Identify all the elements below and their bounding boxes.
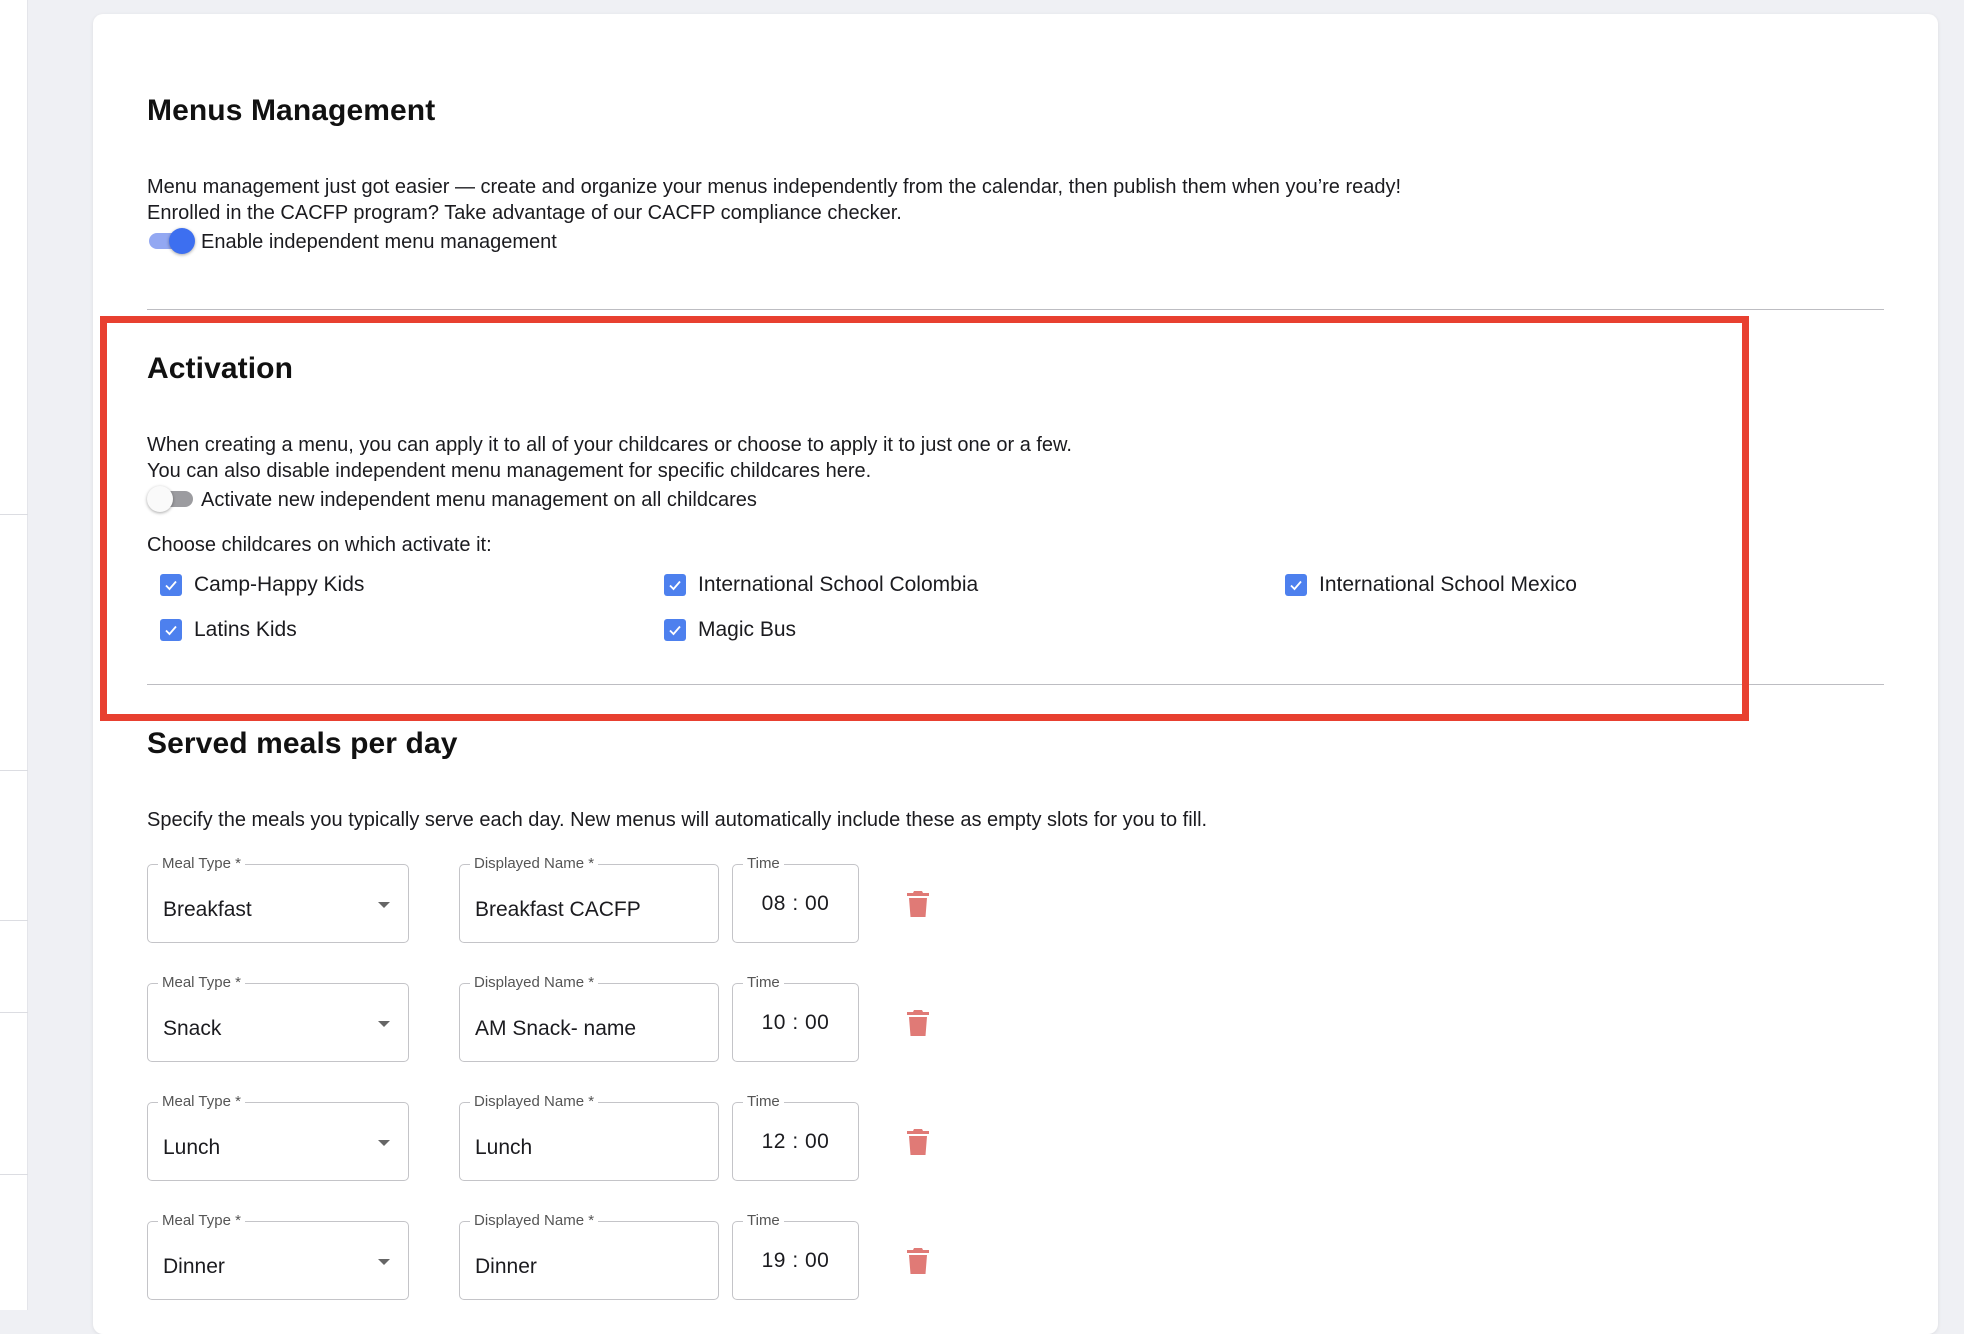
meal-type-select[interactable] bbox=[147, 1093, 409, 1181]
displayed-name-label: Displayed Name * bbox=[470, 974, 598, 991]
time-input[interactable] bbox=[732, 974, 859, 1062]
activate-all-childcares-label: Activate new independent menu management on all childcares bbox=[201, 489, 757, 511]
enable-independent-menu-label: Enable independent menu management bbox=[201, 231, 557, 253]
meal-type-label: Meal Type * bbox=[158, 1212, 245, 1229]
displayed-name-input[interactable] bbox=[459, 1212, 719, 1300]
chevron-down-icon[interactable] bbox=[378, 1259, 390, 1265]
checkmark-icon[interactable] bbox=[664, 574, 686, 596]
time-label: Time bbox=[743, 855, 784, 872]
childcare-checkbox-international-school-mexico[interactable] bbox=[1285, 573, 1577, 597]
displayed-name-value: Dinner bbox=[475, 1255, 537, 1278]
activation-description-2: You can also disable independent menu management for specific childcares here. bbox=[147, 460, 872, 482]
time-input[interactable] bbox=[732, 1212, 859, 1300]
trash-icon[interactable] bbox=[906, 890, 930, 918]
displayed-name-label: Displayed Name * bbox=[470, 855, 598, 872]
meal-type-value: Dinner bbox=[163, 1255, 225, 1278]
childcare-label: International School Mexico bbox=[1319, 573, 1577, 596]
time-value: 08 : 00 bbox=[761, 892, 830, 915]
time-value: 10 : 00 bbox=[761, 1011, 830, 1034]
chevron-down-icon[interactable] bbox=[378, 902, 390, 908]
time-value: 19 : 00 bbox=[761, 1249, 830, 1272]
time-input[interactable] bbox=[732, 1093, 859, 1181]
childcare-checkbox-international-school-colombia[interactable] bbox=[664, 573, 978, 597]
served-meals-title: Served meals per day bbox=[147, 727, 458, 760]
checkmark-icon[interactable] bbox=[160, 619, 182, 641]
childcare-checkbox-latins-kids[interactable] bbox=[160, 618, 297, 642]
trash-icon[interactable] bbox=[906, 1128, 930, 1156]
toggle-thumb bbox=[147, 486, 173, 512]
displayed-name-value: Lunch bbox=[475, 1136, 533, 1159]
activate-all-childcares-toggle[interactable] bbox=[147, 484, 195, 514]
meal-type-label: Meal Type * bbox=[158, 974, 245, 991]
chevron-down-icon[interactable] bbox=[378, 1140, 390, 1146]
menus-management-description-1: Menu management just got easier — create and organize your menus independently from the calendar, then publish them when you’re ready! bbox=[147, 176, 1402, 198]
trash-icon[interactable] bbox=[906, 1247, 930, 1275]
childcare-checkbox-camp-happy-kids[interactable] bbox=[160, 573, 364, 597]
left-sidebar-edge bbox=[0, 0, 28, 1310]
sidebar-divider bbox=[0, 514, 28, 515]
childcare-label: Latins Kids bbox=[194, 618, 297, 641]
toggle-thumb bbox=[169, 228, 195, 254]
childcare-label: Magic Bus bbox=[698, 618, 797, 641]
time-input[interactable] bbox=[732, 855, 859, 943]
displayed-name-value: AM Snack- name bbox=[475, 1017, 637, 1040]
displayed-name-input[interactable] bbox=[459, 974, 719, 1062]
time-value: 12 : 00 bbox=[761, 1130, 830, 1153]
meal-type-value: Snack bbox=[163, 1017, 222, 1040]
sidebar-divider bbox=[0, 1174, 28, 1175]
meal-type-label: Meal Type * bbox=[158, 855, 245, 872]
childcare-checkbox-magic-bus[interactable] bbox=[664, 618, 796, 642]
section-divider bbox=[147, 684, 1884, 685]
displayed-name-input[interactable] bbox=[459, 855, 719, 943]
displayed-name-value: Breakfast CACFP bbox=[475, 898, 641, 921]
meal-type-value: Lunch bbox=[163, 1136, 221, 1159]
sidebar-divider bbox=[0, 770, 28, 771]
time-label: Time bbox=[743, 1212, 784, 1229]
trash-icon[interactable] bbox=[906, 1009, 930, 1037]
menus-management-title: Menus Management bbox=[147, 94, 436, 127]
section-divider bbox=[147, 309, 1884, 310]
meal-type-label: Meal Type * bbox=[158, 1093, 245, 1110]
checkmark-icon[interactable] bbox=[160, 574, 182, 596]
childcare-label: Camp-Happy Kids bbox=[194, 573, 365, 596]
enable-independent-menu-toggle[interactable] bbox=[147, 226, 195, 256]
activation-title: Activation bbox=[147, 352, 294, 385]
meal-type-select[interactable] bbox=[147, 1212, 409, 1300]
menus-management-description-2: Enrolled in the CACFP program? Take advantage of our CACFP compliance checker. bbox=[147, 202, 902, 224]
displayed-name-label: Displayed Name * bbox=[470, 1212, 598, 1229]
sidebar-divider bbox=[0, 920, 28, 921]
meal-type-select[interactable] bbox=[147, 974, 409, 1062]
choose-childcares-label: Choose childcares on which activate it: bbox=[147, 534, 492, 556]
activation-description-1: When creating a menu, you can apply it to all of your childcares or choose to apply it to just one or a few. bbox=[147, 434, 1072, 456]
displayed-name-input[interactable] bbox=[459, 1093, 719, 1181]
settings-card bbox=[93, 14, 1938, 1334]
meal-type-select[interactable] bbox=[147, 855, 409, 943]
displayed-name-label: Displayed Name * bbox=[470, 1093, 598, 1110]
time-label: Time bbox=[743, 1093, 784, 1110]
time-label: Time bbox=[743, 974, 784, 991]
chevron-down-icon[interactable] bbox=[378, 1021, 390, 1027]
meal-type-value: Breakfast bbox=[163, 898, 252, 921]
childcare-label: International School Colombia bbox=[698, 573, 979, 596]
served-meals-description: Specify the meals you typically serve each day. New menus will automatically include these as empty slots for you to fill. bbox=[147, 809, 1208, 831]
sidebar-divider bbox=[0, 1012, 28, 1013]
checkmark-icon[interactable] bbox=[664, 619, 686, 641]
checkmark-icon[interactable] bbox=[1285, 574, 1307, 596]
